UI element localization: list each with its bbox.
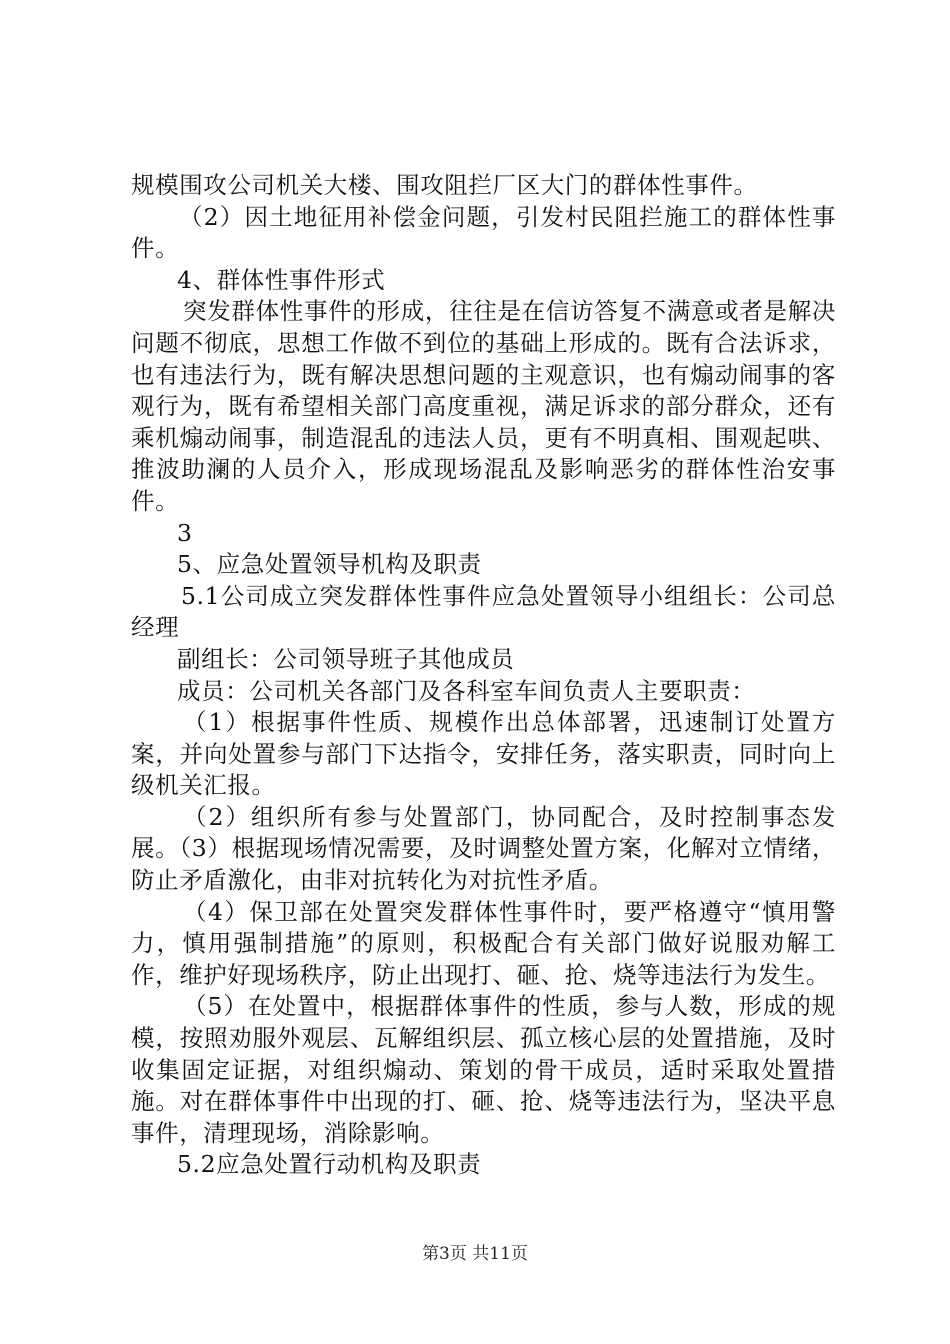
paragraph: 成员：公司机关各部门及各科室车间负责人主要职责： <box>177 676 756 705</box>
document-body <box>131 170 836 1181</box>
paragraph: 副组长：公司领导班子其他成员 <box>177 644 515 673</box>
paragraph: （1）根据事件性质、规模作出总体部署，迅速制订处置方案，并向处置参与部门下达指令，安排任务，落实职责，同时向上级机关汇报。 <box>131 708 836 800</box>
paragraph: 规模围攻公司机关大楼、围攻阻拦厂区大门的群体性事件。 <box>131 171 758 199</box>
page-footer: 第3页 共11页 <box>422 1244 528 1264</box>
section-heading: 4、群体性事件形式 <box>177 265 386 294</box>
paragraph: （2）因土地征用补偿金问题，引发村民阻拦施工的群体性事件。 <box>131 202 836 263</box>
paragraph: （2）组织所有参与处置部门，协同配合，及时控制事态发展。（3）根据现场情况需要，及时调整处置方案，化解对立情绪，防止矛盾激化，由非对抗转化为对抗性矛盾。 <box>131 802 836 895</box>
section-heading: 5.2应急处置行动机构及职责 <box>177 1150 482 1179</box>
stray-page-number: 3 <box>177 518 193 547</box>
paragraph: 5.1公司成立突发群体性事件应急处置领导小组组长：公司总经理 <box>131 581 836 642</box>
paragraph: （5）在处置中，根据群体事件的性质，参与人数，形成的规模，按照劝服外观层、瓦解组织层、孤立核心层的处置措施，及时收集固定证据，对组织煽动、策划的骨干成员，适时采取处置措施。对在群体事件中出现的打、砸、抢、烧等违法行为，坚决平息事件，清理现场，消除影响。 <box>131 992 836 1147</box>
paragraph: 突发群体性事件的形成，往往是在信访答复不满意或者是解决问题不彻底，思想工作做不到位的基础上形成的。既有合法诉求，也有违法行为，既有解决思想问题的主观意识，也有煽动闹事的客观行为，既有希望相关部门高度重视，满足诉求的部分群众，还有乘机煽动闹事，制造混乱的违法人员，更有不明真相、围观起哄、推波助澜的人员介入，形成现场混乱及影响恶劣的群体性治安事件。 <box>131 297 836 515</box>
paragraph: （4）保卫部在处置突发群体性事件时，要严格遵守“慎用警力，慎用强制措施”的原则，积极配合有关部门做好说服劝解工作，维护好现场秩序，防止出现打、砸、抢、烧等违法行为发生。 <box>131 897 836 989</box>
section-heading: 5、应急处置领导机构及职责 <box>177 550 482 579</box>
